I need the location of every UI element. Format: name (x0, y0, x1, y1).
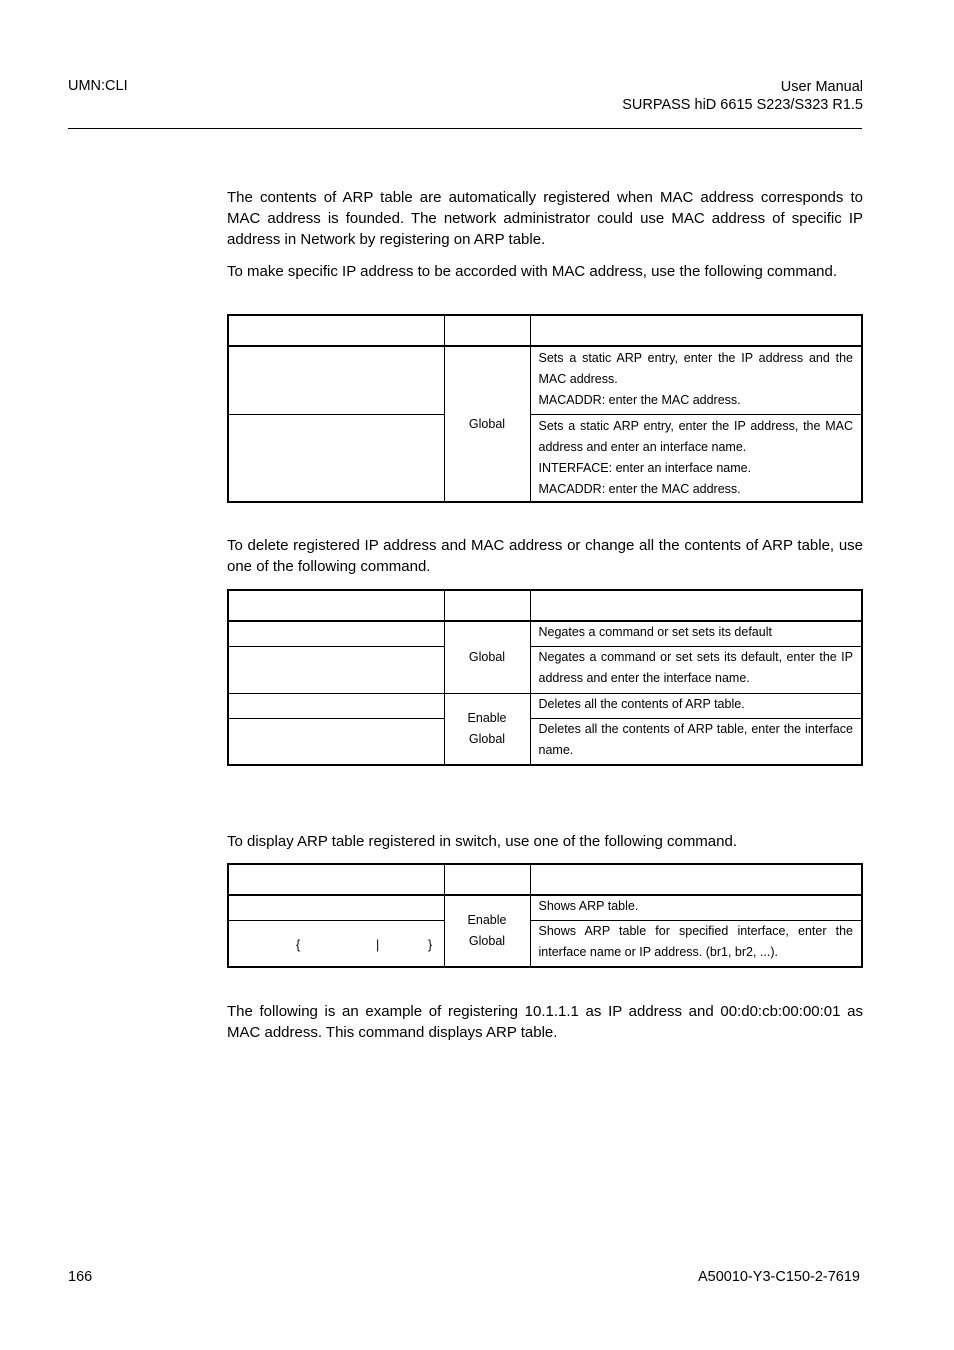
delete-arp-command-table (227, 589, 863, 766)
mode-global: Global (468, 731, 506, 746)
delete-paragraph: To delete registered IP address and MAC address or change all the contents of ARP table, use one of the following command. (227, 537, 863, 575)
command-cell (228, 346, 444, 414)
description-cell: Shows ARP table for specified interface, enter the interface name or IP address. (br1, br2, ...). (530, 920, 862, 967)
command-cell (228, 414, 444, 502)
command-cell (228, 693, 444, 718)
brace-open: { (296, 937, 301, 952)
table-header-row (228, 315, 862, 346)
table-row (228, 895, 862, 920)
description-line: Sets a static ARP entry, enter the IP address, the MAC address and enter an interface name. (538, 418, 853, 454)
command-cell (228, 895, 444, 920)
mode-enable: Enable (467, 913, 507, 927)
header-cell-command (228, 864, 444, 895)
header-title: User Manual (780, 79, 863, 95)
command-cell (228, 920, 444, 967)
header-cell-mode (444, 590, 530, 621)
description-line: Sets a static ARP entry, enter the IP address and the MAC address. (538, 351, 853, 386)
display-paragraph: To display ARP table registered in switch, use one of the following command. (227, 833, 737, 850)
table-row (228, 718, 862, 765)
table-row (228, 414, 862, 502)
brace-pipe: | (376, 937, 380, 952)
header-rule (68, 128, 862, 129)
description-line: MACADDR: enter the MAC address. (538, 481, 741, 496)
table-row (228, 346, 862, 414)
description-cell: Deletes all the contents of ARP table, enter the interface name. (530, 718, 862, 765)
description-cell (530, 414, 862, 502)
document-id: A50010-Y3-C150-2-7619 (697, 1269, 860, 1285)
mode-cell: Global (444, 621, 530, 693)
mode-cell: Global (444, 346, 530, 502)
mode-cell (444, 693, 530, 765)
header-cell-description (530, 590, 862, 621)
table-row (228, 920, 862, 967)
command-cell (228, 718, 444, 765)
header-cell-description (530, 315, 862, 346)
description-cell: Negates a command or set sets its default (530, 621, 862, 646)
description-line: INTERFACE: enter an interface name. (538, 460, 752, 475)
header-left: UMN:CLI (68, 78, 128, 94)
header-product: SURPASS hiD 6615 S223/S323 R1.5 (622, 97, 863, 113)
header-cell-mode (444, 864, 530, 895)
intro-paragraph-1: The contents of ARP table are automatically registered when MAC address corresponds to MAC address is founded. The network administrator could use MAC address of specific IP address in Network by registering on ARP table. (227, 189, 863, 248)
description-cell (530, 346, 862, 414)
header-cell-command (228, 315, 444, 346)
mode-enable: Enable (467, 710, 507, 725)
intro-paragraph-2: To make specific IP address to be accorded with MAC address, use the following command. (227, 263, 838, 280)
table-header-row (228, 590, 862, 621)
header-right (622, 78, 863, 114)
static-arp-command-table (227, 314, 863, 503)
description-cell: Negates a command or set sets its default, enter the IP address and enter the interface name. (530, 646, 862, 693)
example-paragraph: The following is an example of registering 10.1.1.1 as IP address and 00:d0:cb:00:00:01 as MAC address. This command displays ARP table. (227, 1003, 863, 1041)
table-row (228, 646, 862, 693)
mode-cell (444, 895, 530, 967)
description-line: MACADDR: enter the MAC address. (538, 393, 741, 407)
header-cell-mode (444, 315, 530, 346)
description-cell: Shows ARP table. (530, 895, 862, 920)
command-cell (228, 646, 444, 693)
page-number: 166 (68, 1269, 93, 1285)
table-row (228, 621, 862, 646)
mode-global: Global (468, 934, 506, 948)
brace-close: } (428, 937, 433, 952)
table-row (228, 693, 862, 718)
command-cell (228, 621, 444, 646)
header-cell-command (228, 590, 444, 621)
description-cell: Deletes all the contents of ARP table. (530, 693, 862, 718)
header-cell-description (530, 864, 862, 895)
show-arp-command-table (227, 863, 863, 968)
table-header-row (228, 864, 862, 895)
